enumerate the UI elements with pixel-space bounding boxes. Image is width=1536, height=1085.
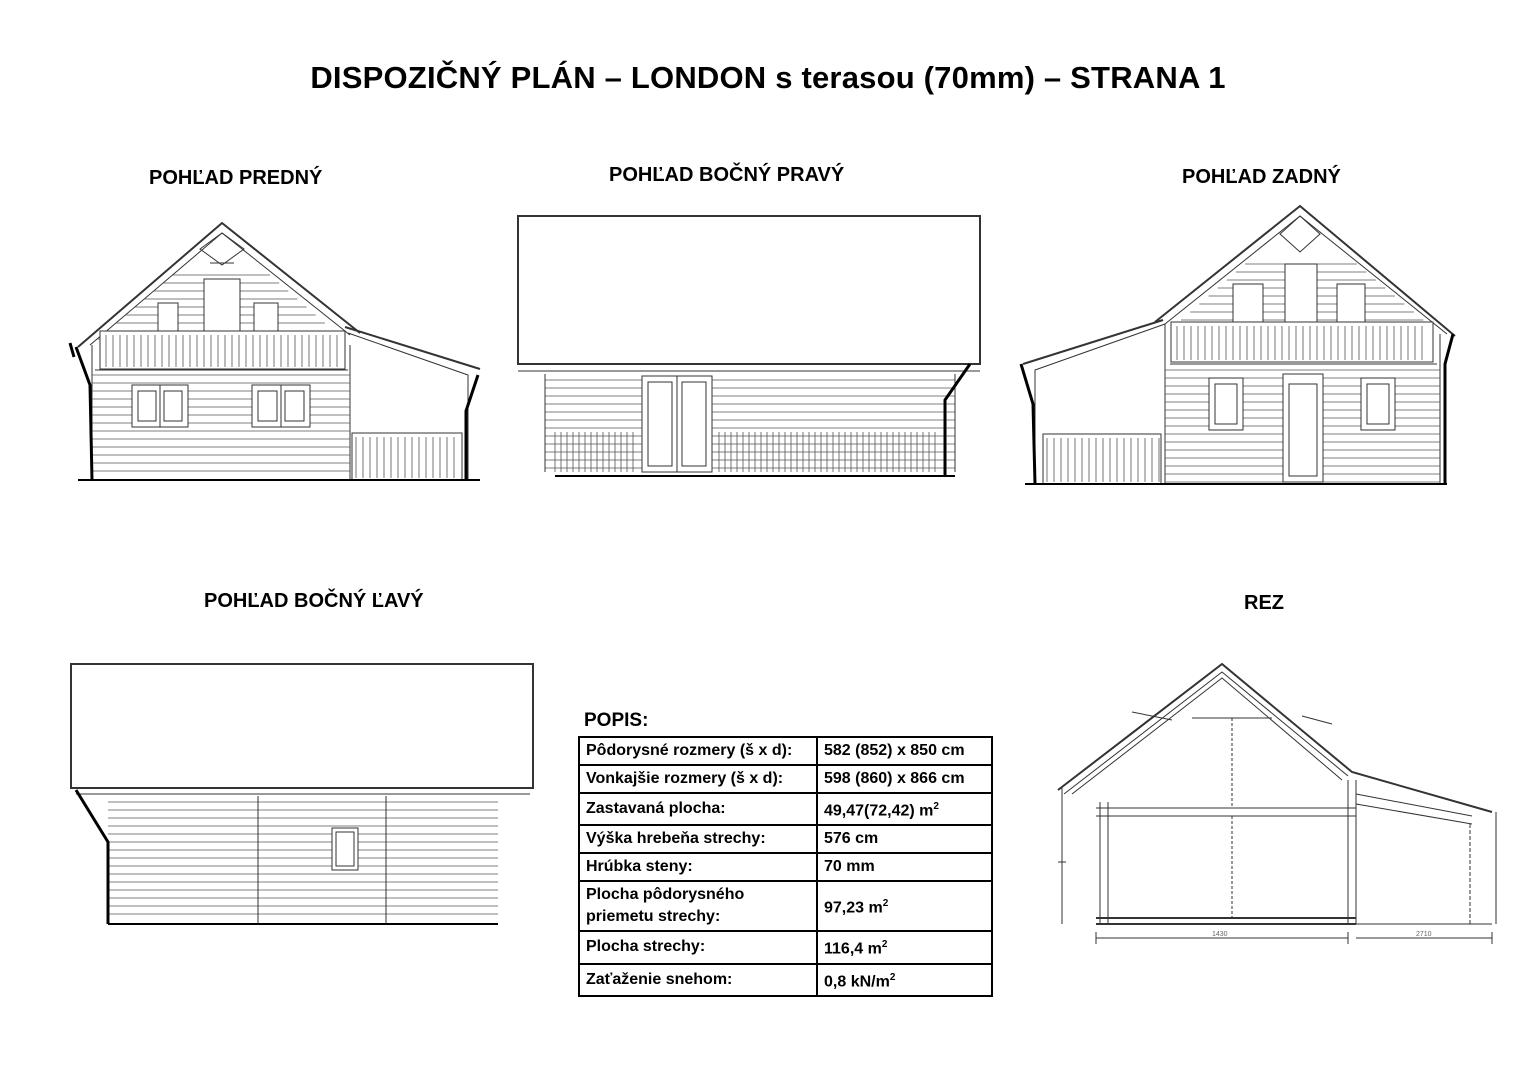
view-label-front: POHĽAD PREDNÝ bbox=[149, 167, 323, 189]
section-dim-2: 2710 bbox=[1416, 931, 1432, 938]
row-key: Vonkajšie rozmery (š x d): bbox=[579, 765, 817, 793]
page-title: DISPOZIČNÝ PLÁN – LONDON s terasou (70mm) – STRANA 1 bbox=[310, 60, 1226, 95]
row-value: 582 (852) x 850 cm bbox=[817, 737, 992, 765]
row-value bbox=[817, 793, 992, 825]
row-key: Hrúbka steny: bbox=[579, 853, 817, 881]
value-text: 49,47(72,42) m bbox=[824, 802, 934, 820]
row-value bbox=[817, 964, 992, 996]
section-drawing bbox=[1052, 662, 1500, 947]
row-key: Pôdorysné rozmery (š x d): bbox=[579, 737, 817, 765]
value-text: 97,23 m bbox=[824, 899, 883, 917]
row-value: 70 mm bbox=[817, 853, 992, 881]
value-superscript: 2 bbox=[882, 898, 889, 910]
view-label-section: REZ bbox=[1244, 592, 1284, 614]
popis-heading: POPIS: bbox=[584, 710, 649, 731]
row-key: Plocha pôdorysného priemetu strechy: bbox=[579, 881, 817, 931]
value-text: 0,8 kN/m bbox=[824, 972, 890, 990]
value-superscript: 2 bbox=[933, 801, 939, 812]
row-value: 598 (860) x 866 cm bbox=[817, 765, 992, 793]
table-row bbox=[579, 793, 992, 825]
row-key: Výška hrebeňa strechy: bbox=[579, 825, 817, 853]
table-row bbox=[579, 881, 992, 931]
table-row bbox=[579, 737, 992, 765]
table-row bbox=[579, 931, 992, 963]
side-right-elevation-drawing bbox=[515, 214, 985, 479]
table-row bbox=[579, 765, 992, 793]
value-text: 116,4 m bbox=[824, 940, 882, 958]
view-label-side-left: POHĽAD BOČNÝ ĽAVÝ bbox=[204, 590, 424, 612]
popis-table bbox=[578, 736, 993, 997]
back-elevation-drawing bbox=[1015, 204, 1465, 489]
value-superscript: 2 bbox=[881, 939, 888, 951]
side-left-elevation-drawing bbox=[68, 662, 536, 932]
section-dim-1: 1430 bbox=[1212, 931, 1228, 938]
row-value: 576 cm bbox=[817, 825, 992, 853]
row-key: Zastavaná plocha: bbox=[579, 793, 817, 825]
view-label-side-right: POHĽAD BOČNÝ PRAVÝ bbox=[609, 164, 845, 186]
row-key: Plocha strechy: bbox=[579, 931, 817, 963]
front-elevation-drawing bbox=[70, 215, 490, 490]
row-value bbox=[817, 881, 992, 931]
view-label-back: POHĽAD ZADNÝ bbox=[1182, 166, 1341, 188]
table-row bbox=[579, 853, 992, 881]
table-row bbox=[579, 964, 992, 996]
row-key: Zaťaženie snehom: bbox=[579, 964, 817, 996]
row-value bbox=[817, 931, 992, 963]
table-row bbox=[579, 825, 992, 853]
value-superscript: 2 bbox=[889, 971, 896, 983]
